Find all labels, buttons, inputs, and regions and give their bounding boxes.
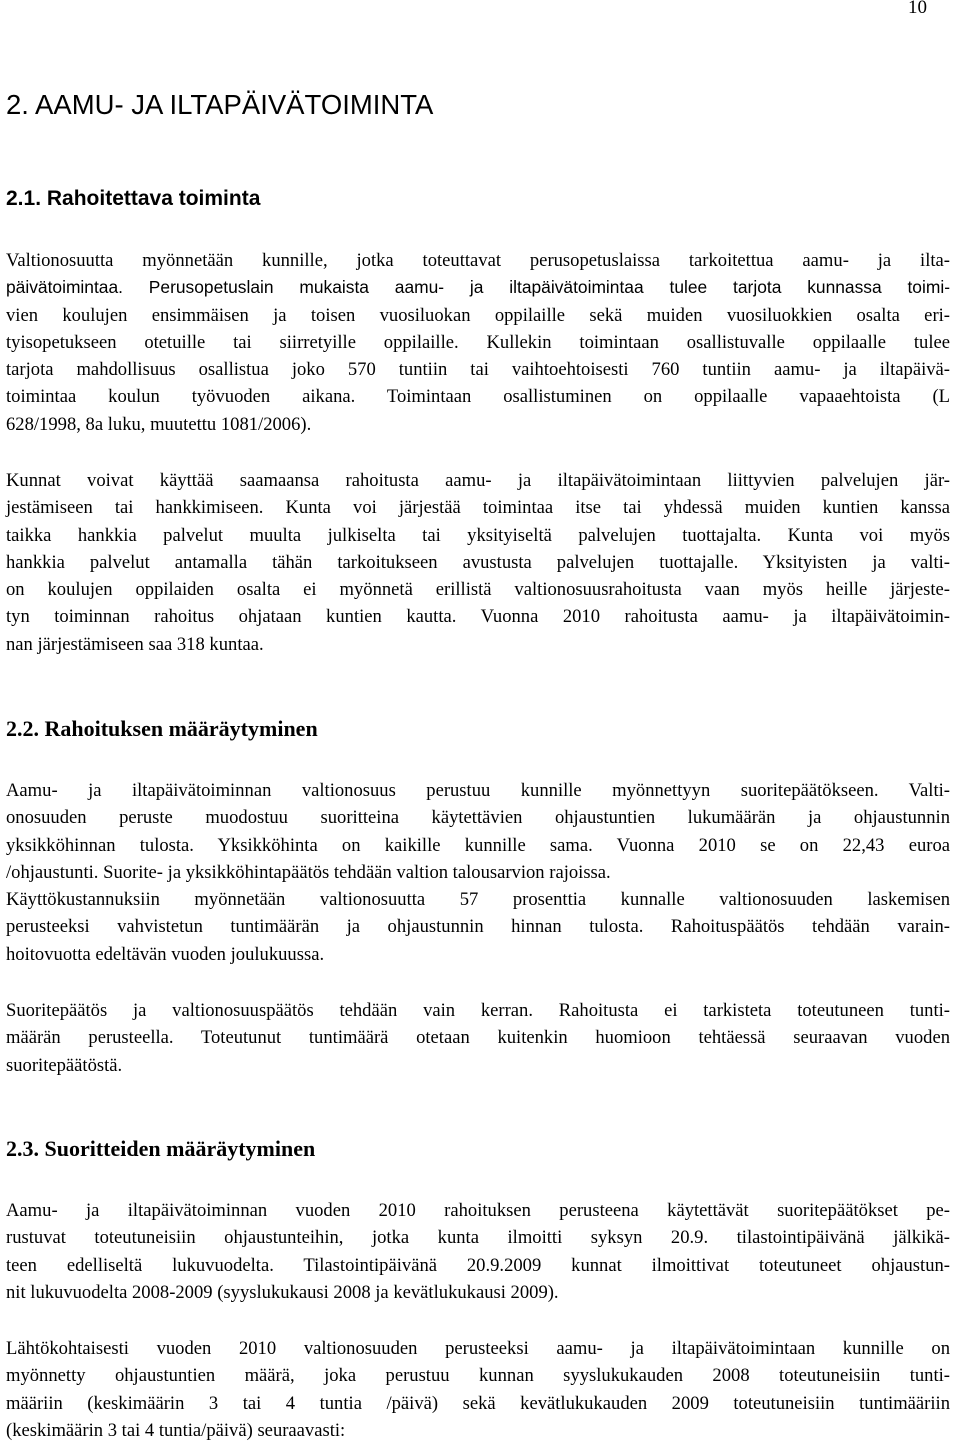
section-heading-2-3: 2.3. Suoritteiden määräytyminen xyxy=(6,1136,316,1161)
text-line: tarjota mahdollisuus osallistua joko 570 tuntiin tai vaihtoehtoisesti 760 tuntiin aamu- ja iltapäivä- xyxy=(6,359,950,381)
text-line: perusteeksi vahvistetun tuntimäärän ja ohjaustunnin hinnan tulosta. Rahoituspäätös tehdään varain- xyxy=(6,916,950,938)
text-line: vien koulujen ensimmäisen ja toisen vuosiluokan oppilaille sekä muiden vuosiluokkien osalta eri- xyxy=(6,304,950,326)
text-line: Valtionosuutta myönnetään kunnille, jotka toteuttavat perusopetuslaissa tarkoitettua aamu- ja ilta- xyxy=(6,250,950,271)
text-line: taikka hankkia palvelut muulta julkiselta tai yksityiseltä palvelujen tuottajalta. Kunta voi myös xyxy=(6,524,950,546)
text-line: rustuvat toteutuneisiin ohjaustunteihin, jotka kunta ilmoitti syksyn 20.9. tilastointipäivänä jälkikä- xyxy=(6,1227,950,1249)
text-line: Lähtökohtaisesti vuoden 2010 valtionosuuden perusteeksi aamu- ja iltapäivätoimintaan kunnille on xyxy=(6,1338,950,1359)
text-line: päivätoimintaa. Perusopetuslain mukaista aamu- ja iltapäivätoimintaa tulee tarjota kunnassa toimi- xyxy=(6,277,950,298)
section-heading-2-1: 2.1. Rahoitettava toiminta xyxy=(6,187,261,210)
text-line: jestämiseen tai hankkimiseen. Kunta voi järjestää toimintaa itse tai yhdessä muiden kuntien kanssa xyxy=(6,497,950,519)
paragraph-2-2-a xyxy=(6,777,950,968)
paragraph-2-3-a xyxy=(6,1197,950,1306)
text-line: Aamu- ja iltapäivätoiminnan vuoden 2010 rahoituksen perusteena käytettävät suoritepäätökset pe- xyxy=(6,1200,950,1221)
text-line: Kunnat voivat käyttää saamaansa rahoitusta aamu- ja iltapäivätoimintaan liittyvien palvelujen jär- xyxy=(6,470,950,491)
paragraph-2-2-b xyxy=(6,997,950,1079)
paragraph-2-1-b xyxy=(6,467,950,658)
text-line: nan järjestämiseen saa 318 kuntaa. xyxy=(6,633,264,655)
text-line: onosuuden peruste muodostuu suoritteina käytettävien ohjaustuntien lukumäärän ja ohjaustunnin xyxy=(6,807,950,829)
text-line: Suoritepäätös ja valtionosuuspäätös tehdään vain kerran. Rahoitusta ei tarkisteta toteutuneen tunti- xyxy=(6,1000,950,1021)
text-line: Aamu- ja iltapäivätoiminnan valtionosuus perustuu kunnille myönnettyyn suoritepäätökseen. Valti- xyxy=(6,780,950,801)
text-line: määriin (keskimäärin 3 tai 4 tuntia /päivä) sekä kevätlukukauden 2009 toteutuneisiin tuntimääriin xyxy=(6,1392,950,1414)
paragraph-2-3-b xyxy=(6,1335,950,1444)
text-line: hankkia palvelut antamalla tähän tarkoitukseen avustusta palvelujen tuottajalle. Yksityisten ja valti- xyxy=(6,551,950,573)
text-line: on koulujen oppilaiden osalta ei myönnetä erillistä valtionosuusrahoitusta vaan myös heille järjeste- xyxy=(6,579,950,601)
text-line: suoritepäätöstä. xyxy=(6,1054,123,1076)
text-line: (keskimäärin 3 tai 4 tuntia/päivä) seuraavasti: xyxy=(6,1419,346,1441)
page-number: 10 xyxy=(908,0,927,18)
text-line: tyisopetukseen otetuille tai siirretyille oppilaille. Kullekin toimintaan osallistuvalle oppilaalle tulee xyxy=(6,331,950,353)
text-line: hoitovuotta edeltävän vuoden joulukuussa. xyxy=(6,943,325,965)
text-line: myönnetty ohjaustuntien määrä, joka perustuu kunnan syyslukukauden 2008 toteutuneisiin tunti- xyxy=(6,1365,950,1387)
text-line: yksikköhinnan tulosta. Yksikköhinta on kaikille kunnille sama. Vuonna 2010 se on 22,43 euroa xyxy=(6,834,950,856)
text-line: 628/1998, 8a luku, muutettu 1081/2006). xyxy=(6,413,312,435)
text-line: tyn toiminnan rahoitus ohjataan kuntien kautta. Vuonna 2010 rahoitusta aamu- ja iltapäivätoimin- xyxy=(6,606,950,628)
section-heading-2-2: 2.2. Rahoituksen määräytyminen xyxy=(6,716,318,741)
text-line: teen edelliseltä lukuvuodelta. Tilastointipäivänä 20.9.2009 kunnat ilmoittivat toteutuneet ohjaustun- xyxy=(6,1254,950,1276)
text-line: määrän perusteella. Toteutunut tuntimäärä otetaan kuitenkin huomioon tehtäessä seuraavan vuoden xyxy=(6,1027,950,1049)
text-line: /ohjaustunti. Suorite- ja yksikköhintapäätös tehdään valtion talousarvion rajoissa. xyxy=(6,861,611,883)
text-line: nit lukuvuodelta 2008-2009 (syyslukukausi 2008 ja kevätlukukausi 2009). xyxy=(6,1281,559,1303)
chapter-heading: 2. AAMU- JA ILTAPÄIVÄTOIMINTA xyxy=(6,89,434,120)
text-line: Käyttökustannuksiin myönnetään valtionosuutta 57 prosenttia kunnalle valtionosuuden laskemisen xyxy=(6,889,950,911)
paragraph-2-1-a xyxy=(6,247,950,438)
text-line: toimintaa koulun työvuoden aikana. Toimintaan osallistuminen on oppilaalle vapaaehtoista (L xyxy=(6,386,950,408)
